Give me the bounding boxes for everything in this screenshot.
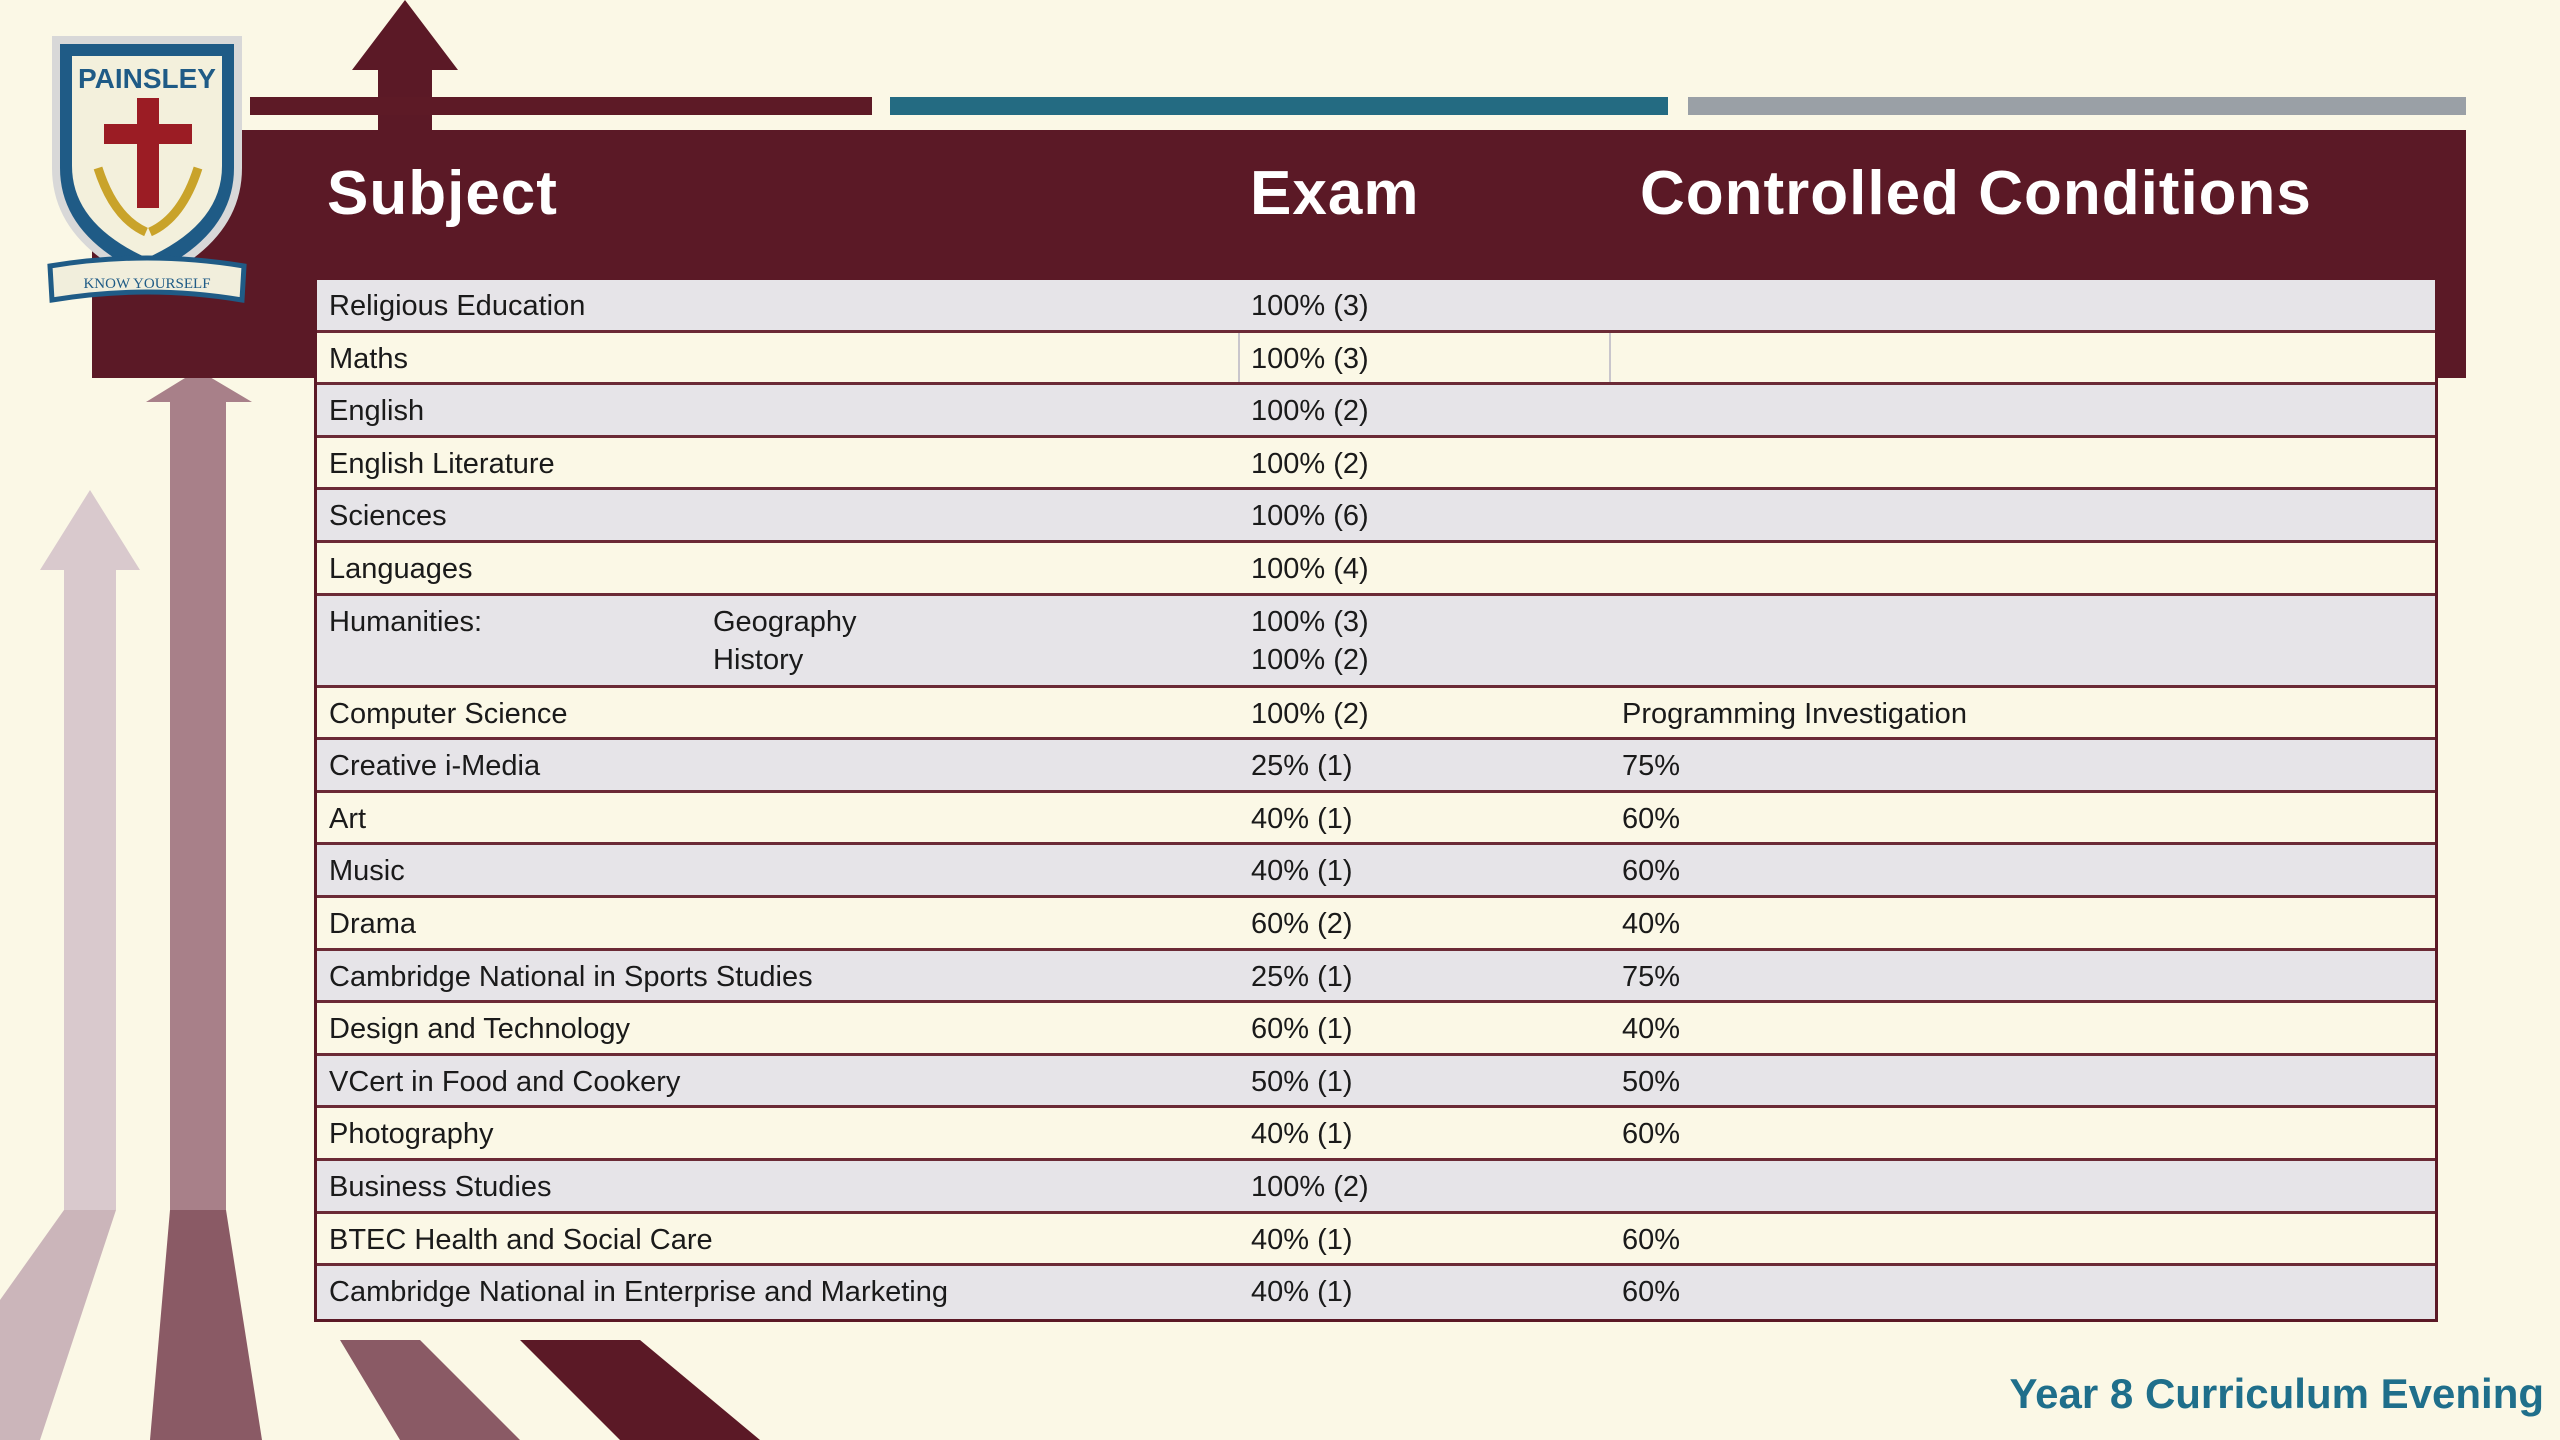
table-row — [317, 1266, 2435, 1319]
subject-cell: English Literature — [329, 447, 555, 480]
exam-cell: 100% (2) — [1251, 1170, 1369, 1203]
pale-arrow — [0, 490, 140, 1440]
exam-cell: 25% (1) — [1251, 750, 1353, 783]
exam-cell: 40% (1) — [1251, 802, 1353, 835]
exam-cell: 100% (2) — [1251, 697, 1369, 730]
controlled-conditions-cell: 40% — [1622, 907, 1681, 940]
subject-cell: Business Studies — [329, 1170, 552, 1203]
exam-cell: 100% (6) — [1251, 500, 1369, 533]
table-row — [317, 1161, 2435, 1214]
controlled-conditions-cell: 75% — [1622, 960, 1681, 993]
subject-cell: Design and Technology — [329, 1013, 630, 1046]
subject-cell: Creative i-Media — [329, 750, 541, 783]
exam-cell: 100% (3) — [1251, 342, 1369, 375]
subject-cell: Languages — [329, 552, 473, 585]
subject-cell: VCert in Food and Cookery — [329, 1065, 681, 1098]
subject-cell: Drama — [329, 907, 417, 940]
exam-cell: 60% (2) — [1251, 907, 1353, 940]
header-subject: Subject — [327, 159, 558, 228]
table-row — [317, 845, 2435, 898]
table-row — [317, 438, 2435, 491]
cross-icon — [137, 98, 159, 208]
floor-stripe-dark — [520, 1340, 760, 1440]
controlled-conditions-cell: 60% — [1622, 802, 1681, 835]
exam-cell: 40% (1) — [1251, 1223, 1353, 1256]
subject-cell: English — [329, 395, 425, 428]
table-row — [317, 1108, 2435, 1161]
exam-cell: 40% (1) — [1251, 1118, 1353, 1151]
controlled-conditions-cell: 60% — [1622, 1276, 1681, 1309]
table-row — [317, 490, 2435, 543]
controlled-conditions-cell: 60% — [1622, 1118, 1681, 1151]
table-row — [317, 333, 2435, 386]
table-row — [317, 1214, 2435, 1267]
exam-cell: 100% (3) — [1251, 290, 1369, 322]
header-controlled-conditions: Controlled Conditions — [1640, 159, 2312, 228]
subject-cell: Cambridge National in Enterprise and Marketing — [329, 1276, 948, 1309]
exam-cell: 100% (2) — [1251, 643, 1369, 676]
exam-cell: 50% (1) — [1251, 1065, 1353, 1098]
exam-cell: 60% (1) — [1251, 1013, 1353, 1046]
crest-name: PAINSLEY — [78, 63, 216, 94]
table-row — [317, 793, 2435, 846]
subject-cell: Music — [329, 855, 405, 888]
accent-bar-grey — [1688, 97, 2466, 115]
subject-cell: Maths — [329, 342, 408, 375]
crest-motto: KNOW YOURSELF — [83, 276, 211, 292]
footer-title: Year 8 Curriculum Evening — [2009, 1370, 2544, 1417]
accent-bar-maroon — [250, 97, 872, 115]
table-row — [317, 740, 2435, 793]
table-row — [317, 280, 2435, 333]
table-row — [317, 385, 2435, 438]
controlled-conditions-cell: 75% — [1622, 750, 1681, 783]
subject-cell: Religious Education — [329, 290, 586, 322]
exam-cell: 100% (3) — [1251, 605, 1369, 638]
exam-cell: 100% (2) — [1251, 395, 1369, 428]
table-row — [317, 596, 2435, 688]
subject-cell: Computer Science — [329, 697, 568, 730]
subject-table — [314, 277, 2438, 1322]
exam-cell: 40% (1) — [1251, 855, 1353, 888]
controlled-conditions-cell: 50% — [1622, 1065, 1681, 1098]
exam-cell: 25% (1) — [1251, 960, 1353, 993]
accent-bar-teal — [890, 97, 1668, 115]
table-row — [317, 951, 2435, 1004]
header-exam: Exam — [1250, 159, 1420, 228]
controlled-conditions-cell: 40% — [1622, 1013, 1681, 1046]
subject-subitem-cell: Geography — [713, 605, 857, 638]
floor-stripe — [340, 1340, 520, 1440]
subject-cell: Art — [329, 802, 367, 835]
subject-subitem-cell: History — [713, 643, 804, 676]
exam-cell: 100% (4) — [1251, 552, 1369, 585]
subject-cell: Photography — [329, 1118, 494, 1151]
mid-arrow — [146, 370, 262, 1440]
subject-cell: Sciences — [329, 500, 447, 533]
table-row — [317, 898, 2435, 951]
exam-cell: 100% (2) — [1251, 447, 1369, 480]
school-crest — [36, 18, 258, 313]
controlled-conditions-cell: Programming Investigation — [1622, 697, 1967, 730]
subject-cell: Humanities: — [329, 605, 483, 638]
table-row — [317, 543, 2435, 596]
table-row — [317, 688, 2435, 741]
table-row — [317, 1056, 2435, 1109]
dark-arrow — [352, 0, 458, 150]
subject-cell: Cambridge National in Sports Studies — [329, 960, 813, 993]
exam-cell: 40% (1) — [1251, 1276, 1353, 1309]
controlled-conditions-cell: 60% — [1622, 1223, 1681, 1256]
subject-cell: BTEC Health and Social Care — [329, 1223, 713, 1256]
controlled-conditions-cell: 60% — [1622, 855, 1681, 888]
table-row — [317, 1003, 2435, 1056]
